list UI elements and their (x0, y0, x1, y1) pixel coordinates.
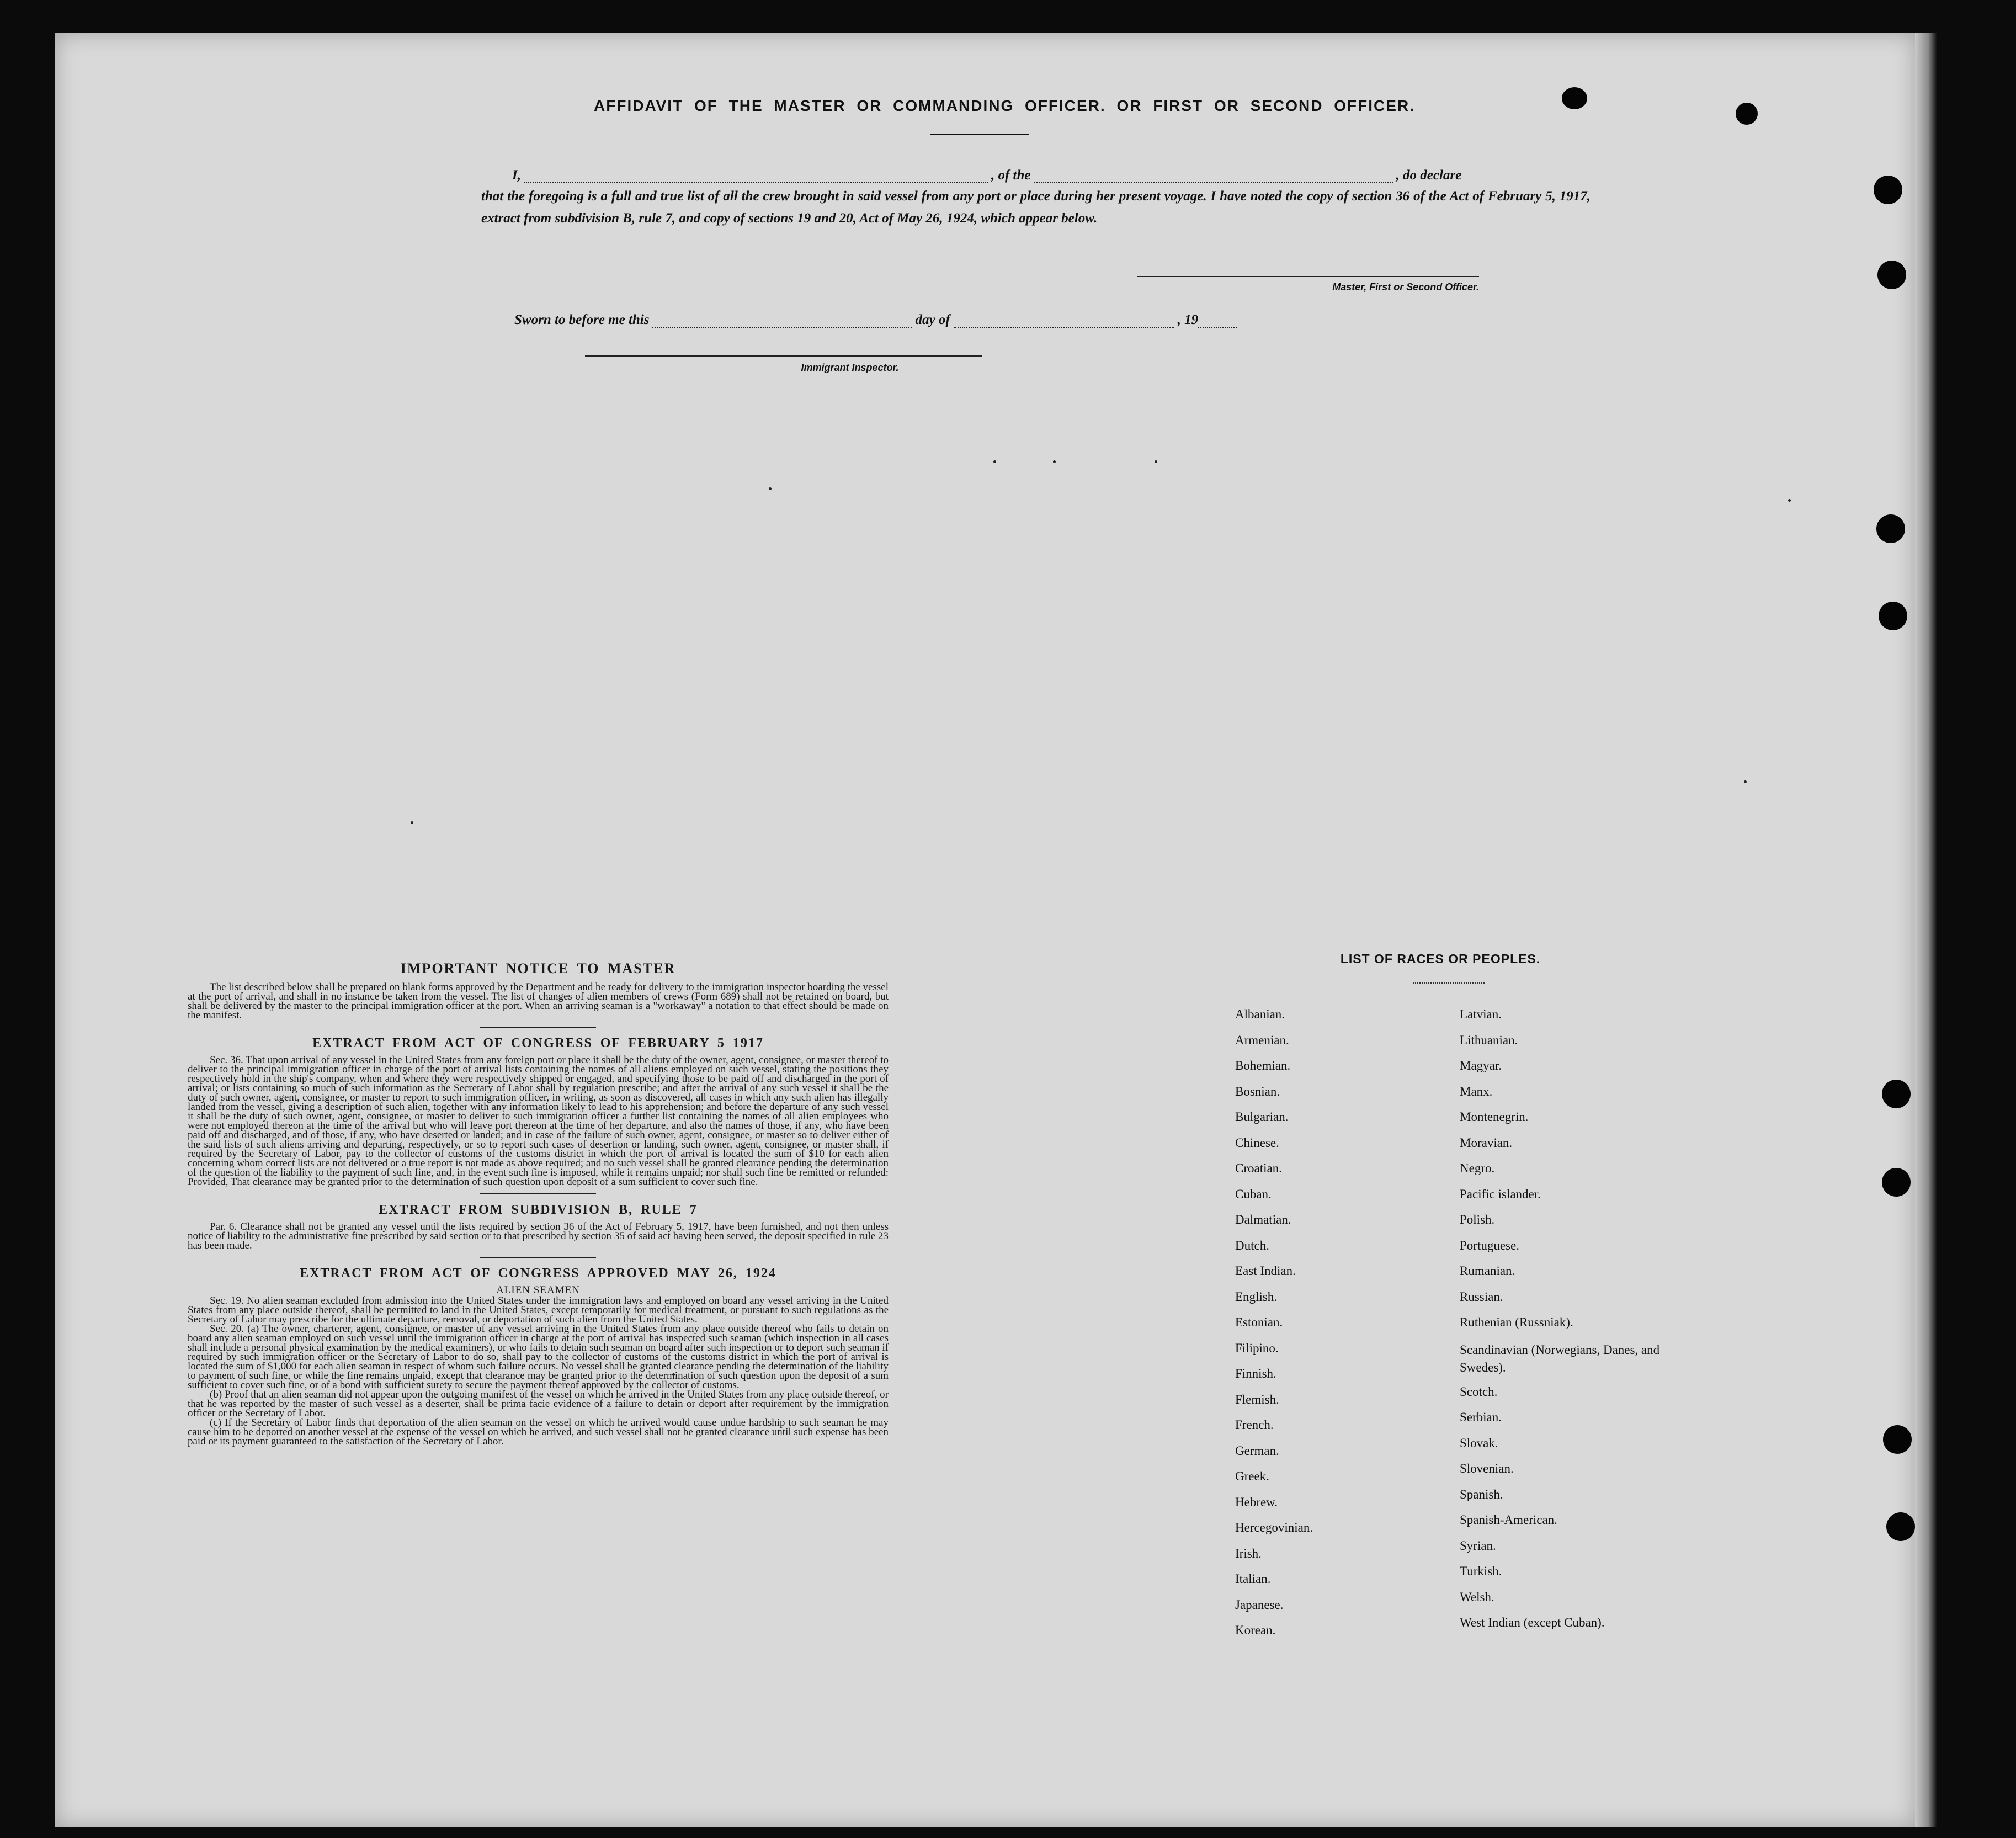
race-item: Moravian. (1460, 1135, 1513, 1150)
race-item: Negro. (1460, 1161, 1495, 1175)
legal-notices (188, 960, 889, 1446)
race-item: French. (1235, 1418, 1274, 1432)
races-right-column (1460, 1007, 1669, 1642)
scan-speck (411, 821, 413, 824)
race-item: Turkish. (1460, 1564, 1502, 1578)
race-item: Irish. (1235, 1546, 1262, 1560)
race-item: Cuban. (1235, 1187, 1272, 1201)
races-left-column (1235, 1007, 1313, 1649)
extract-1924-sec20a: Sec. 20. (a) The owner, charterer, agent, consignee, or master of any vessel arriving in the United States from any place outside thereof who fails to detain on board any alien seaman employed on such vessel until the immigration officer in charge at the port of arrival has inspected such seaman (which inspection in all cases shall include a personal physical examination by the medical examiners), or who fails to detain such seaman on board after such inspection or to deport such seaman if required by such immigration officer or the Secretary of Labor to do so, shall pay to the collector of customs of the customs district in which the port of arrival is located the sum of $1,000 for each alien seaman in respect of whom such failure occurs. No vessel shall be granted clearance pending the determination of the liability to payment of such fine, or while the fine remains unpaid, except that clearance may be granted prior to the determination of such question upon the deposit of a sum sufficient to cover such fine, or of a bond with sufficient surety to secure the payment thereof approved by the collector of customs. (188, 1323, 889, 1391)
race-item: Scotch. (1460, 1384, 1498, 1399)
race-item: Chinese. (1235, 1135, 1279, 1150)
race-item: Bohemian. (1235, 1059, 1291, 1072)
races-rule (1413, 982, 1485, 984)
race-item: Lithuanian. (1460, 1033, 1518, 1047)
race-item: Rumanian. (1460, 1264, 1515, 1278)
race-item: English. (1235, 1289, 1278, 1304)
race-item: Latvian. (1460, 1007, 1502, 1021)
race-item: Scandinavian (Norwegians, Danes, and Swedes). (1460, 1342, 1660, 1374)
scan-speck (1053, 460, 1056, 463)
vessel-blank[interactable] (1034, 170, 1393, 183)
extract-1917-title: EXTRACT FROM ACT OF CONGRESS OF FEBRUARY 5 1917 (312, 1036, 764, 1050)
notice-text: The list described below shall be prepared on blank forms approved by the Department and be ready for delivery to the immigration inspector boarding the vessel at the port of arrival, and shall in no instance be taken from the vessel. The list of changes of alien members of crews (Form 689) shall not be retained on board, but shall be delivered by the master to the principal immigration officer at the port. When an arriving seaman is a "workaway" a notation to that effect should be made on the manifest. (188, 981, 889, 1021)
inspector-signature-line[interactable] (585, 355, 982, 357)
sworn-day-blank[interactable] (652, 315, 912, 328)
declaration-paragraph: that the foregoing is a full and true list of all the crew brought in said vessel from any port or place during her present voyage. I have noted the copy of section 36 of the Act of February 5, 1917, extract from subdivision B, rule 7, and copy of sections 19 and 20, Act of May 26, 1924, which appear below. (481, 189, 1591, 226)
race-item: West Indian (except Cuban). (1460, 1616, 1605, 1629)
race-item: Serbian. (1460, 1410, 1502, 1424)
extract-1924-sec20b: (b) Proof that an alien seaman did not appear upon the outgoing manifest of the vessel on which he arrived in the United States from any place outside thereof, or that he was reported by the master of such vessel as a deserter, shall be prima facie evidence of a failure to detain or deport after requirement by the immigration officer or the Secretary of Labor. (188, 1389, 889, 1419)
race-item: Korean. (1235, 1623, 1276, 1637)
race-item: Slovenian. (1460, 1462, 1514, 1475)
race-item: Welsh. (1460, 1590, 1494, 1604)
punch-hole (1874, 176, 1902, 204)
race-item: Slovak. (1460, 1436, 1498, 1450)
race-item: Portuguese. (1460, 1238, 1519, 1252)
races-title: LIST OF RACES OR PEOPLES. (1340, 952, 1541, 966)
ink-blot (1736, 103, 1758, 125)
punch-hole (1877, 261, 1906, 289)
race-item: Syrian. (1460, 1538, 1496, 1553)
race-item: Spanish. (1460, 1487, 1503, 1501)
bleed-through-header (342, 77, 1832, 99)
sworn-year-blank[interactable] (1198, 315, 1237, 328)
declaration-mid: , of the (991, 168, 1031, 183)
scan-speck (769, 487, 772, 490)
declaration-start: I, (512, 168, 521, 183)
name-blank[interactable] (524, 170, 988, 183)
scan-edge (1915, 33, 1937, 1827)
race-item: German. (1235, 1443, 1279, 1458)
race-item: Bosnian. (1235, 1084, 1280, 1098)
sworn-month-blank[interactable] (954, 315, 1174, 328)
declaration-end: , do declare (1396, 168, 1462, 183)
race-item: Croatian. (1235, 1161, 1282, 1175)
scan-speck (1744, 780, 1747, 783)
extract-1917-text: Sec. 36. That upon arrival of any vessel in the United States from any foreign port or place it shall be the duty of the owner, agent, consignee, or master thereof to deliver to the principal immigration officer in charge of the port of arrival lists containing the names of all aliens employed on such vessel, stating the positions they respectively hold in the ship's company, when and where they were respectively shipped or engaged, and specifying those to be paid off and discharged in the port of arrival; or lists containing so much of such information as the Secretary of Labor shall by regulation prescribe; and after the arrival of any such vessel it shall be the duty of such owner, agent, consignee, or master to report to such immigration officer, in writing, as soon as discovered, all cases in which any such alien has illegally landed from the vessel, giving a description of such alien, together with any information likely to lead to his apprehension; and before the departure of any such vessel it shall be the duty of such owner, agent, consignee, or master to deliver to such immigration officer a further list containing the names of all alien employees who were not employed thereon at the time of the arrival but who will leave port thereon at the time of her departure, and also the names of those, if any, who have been paid off and discharged, and of those, if any, who have deserted or landed; and in case of the failure of such owner, agent, consignee, or master so to deliver either of the said lists of such aliens arriving and departing, respectively, or so to report such cases of desertion or landing, such owner, agent, consignee, or master shall, if required by the Secretary of Labor, pay to the collector of customs of the customs district in which the port of arrival is located the sum of $10 for each alien concerning whom correct lists are not delivered or a true report is not made as above required; and no such vessel shall be granted clearance pending the determination of the question of the liability to the payment of such fine, and, in the event such fine is imposed, while it remains unpaid; nor shall such fine be remitted or refunded: Provided, That clearance may be granted prior to the determination of such question upon deposit of a sum sufficient to cover such fine. (188, 1054, 889, 1188)
notice-title: IMPORTANT NOTICE TO MASTER (400, 960, 676, 976)
title-rule (930, 134, 1029, 135)
extract-1924-subtitle: ALIEN SEAMEN (496, 1284, 580, 1296)
punch-hole (1883, 1425, 1912, 1454)
race-item: Greek. (1235, 1469, 1269, 1483)
sworn-day-label: day of (915, 312, 950, 327)
race-item: Armenian. (1235, 1033, 1289, 1047)
race-item: East Indian. (1235, 1264, 1296, 1278)
race-item: Spanish-American. (1460, 1513, 1557, 1527)
race-item: Manx. (1460, 1084, 1493, 1098)
race-item: Finnish. (1235, 1367, 1276, 1380)
race-item: Magyar. (1460, 1059, 1502, 1072)
extract-rule7-text: Par. 6. Clearance shall not be granted any vessel until the lists required by section 36 of the Act of February 5, 1917, have been furnished, and not then unless notice of liability to the administrative fine prescribed by said section or to that prescribed by section 35 of said act having been served, the deposit specified in rule 23 has been made. (188, 1221, 889, 1251)
race-item: Bulgarian. (1235, 1110, 1289, 1124)
race-item: Hercegovinian. (1235, 1521, 1313, 1534)
master-signature-label: Master, First or Second Officer. (1332, 281, 1479, 293)
extract-1924-sec20c: (c) If the Secretary of Labor finds that deportation of the alien seaman on the vessel on which he arrived would cause undue hardship to such seaman he may cause him to be deported on another vessel at the expense of the vessel on which he arrived, and such vessel shall not be granted clearance until such expense has been paid or its payment guaranteed to the satisfaction of the Secretary of Labor. (188, 1417, 889, 1447)
race-item: Montenegrin. (1460, 1110, 1529, 1124)
race-item: Japanese. (1235, 1597, 1284, 1612)
sworn-line (514, 312, 1240, 328)
sworn-prefix: Sworn to before me this (514, 312, 650, 327)
extract-1924-title: EXTRACT FROM ACT OF CONGRESS APPROVED MAY 26, 1924 (300, 1266, 776, 1281)
punch-hole (1879, 602, 1907, 630)
extract-1924-sec19: Sec. 19. No alien seaman excluded from admission into the United States under the immigration laws and employed on board any vessel arriving in the United States from any place outside thereof, shall be permitted to land in the United States, except temporarily for medical treatment, or pursuant to such regulations as the Secretary of Labor may prescribe for the ultimate departure, removal, or deportation of such alien from the United States. (188, 1295, 889, 1325)
sworn-year-label: , 19 (1177, 312, 1199, 327)
race-item: Italian. (1235, 1572, 1271, 1586)
punch-hole (1882, 1080, 1911, 1108)
affidavit-title: AFFIDAVIT OF THE MASTER OR COMMANDING OFFICER. OR FIRST OR SECOND OFFICER. (594, 97, 1415, 114)
race-item: Ruthenian (Russniak). (1460, 1315, 1573, 1329)
race-item: Polish. (1460, 1213, 1495, 1226)
declaration-line (512, 168, 1461, 183)
scan-speck (1155, 460, 1157, 463)
race-item: Hebrew. (1235, 1495, 1278, 1509)
punch-hole (1886, 1512, 1915, 1541)
race-item: Filipino. (1235, 1341, 1279, 1355)
race-item: Estonian. (1235, 1315, 1283, 1329)
race-item: Russian. (1460, 1289, 1503, 1304)
section-rule (480, 1027, 596, 1028)
extract-rule7-title: EXTRACT FROM SUBDIVISION B, RULE 7 (379, 1203, 698, 1217)
race-item: Dutch. (1235, 1238, 1269, 1252)
master-signature-line[interactable] (1137, 276, 1479, 277)
race-item: Dalmatian. (1235, 1213, 1291, 1226)
race-item: Pacific islander. (1460, 1187, 1541, 1201)
punch-hole (1882, 1168, 1911, 1197)
section-rule (480, 1193, 596, 1194)
punch-hole (1876, 514, 1905, 543)
scan-speck (993, 460, 996, 463)
section-rule (480, 1257, 596, 1258)
inspector-label: Immigrant Inspector. (801, 362, 899, 373)
race-item: Albanian. (1235, 1007, 1285, 1021)
race-item: Flemish. (1235, 1392, 1279, 1406)
scan-speck (1788, 499, 1791, 502)
